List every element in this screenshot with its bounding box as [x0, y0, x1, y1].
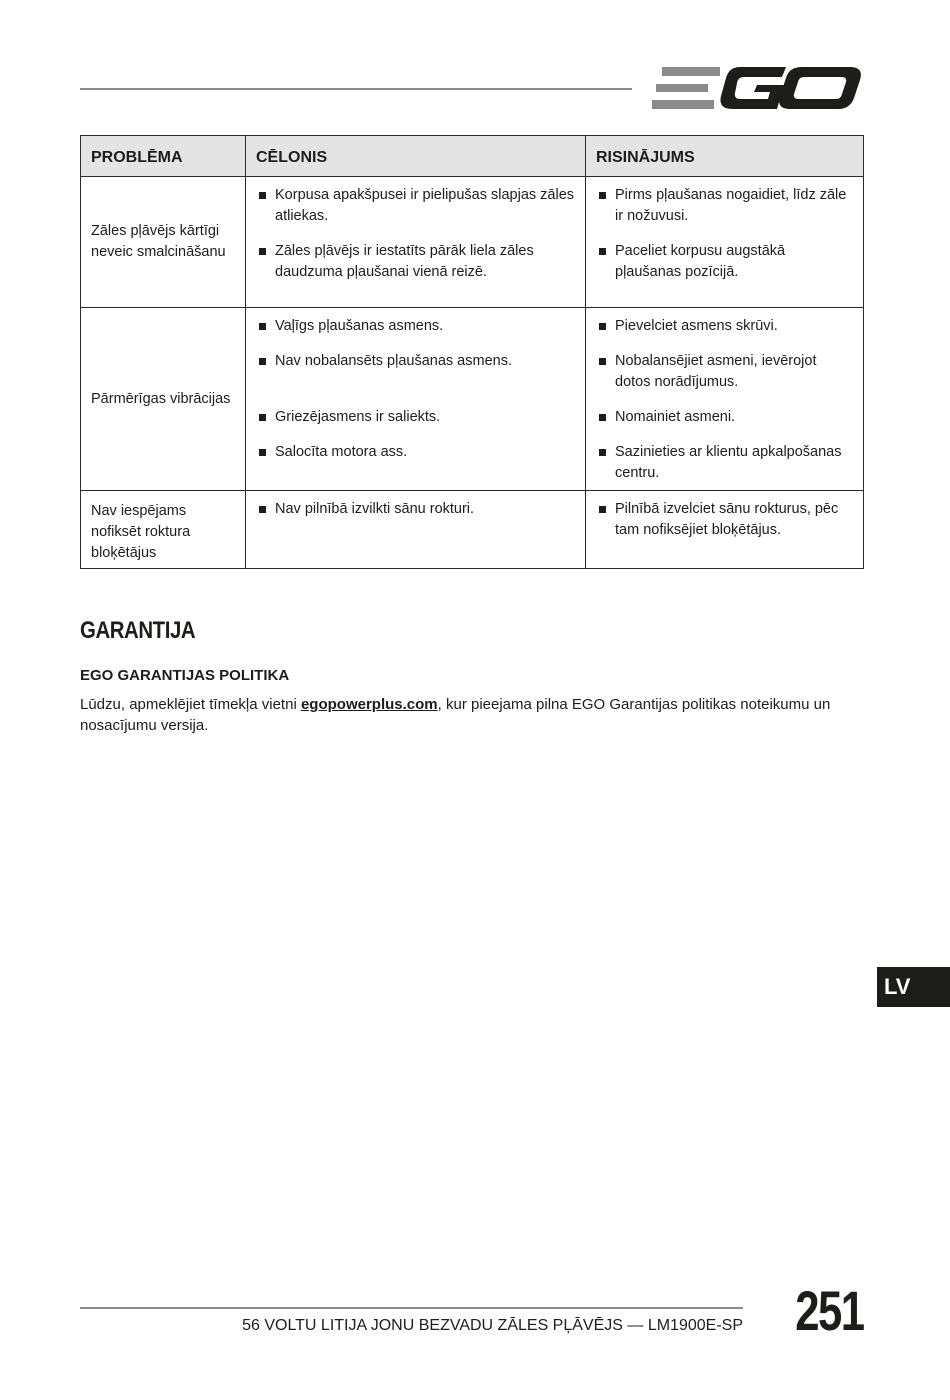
solution-item: Pirms pļaušanas nogaidiet, līdz zāle ir nožuvusi. [598, 185, 853, 227]
warranty-text [80, 694, 840, 736]
column-header-cause: CĒLONIS [246, 136, 586, 177]
solution-item: Pievelciet asmens skrūvi. [598, 316, 853, 337]
cause-item: Salocīta motora ass. [258, 442, 575, 463]
warranty-text-before: Lūdzu, apmeklējiet tīmekļa vietni [80, 696, 301, 713]
language-tab: LV [877, 967, 950, 1007]
solution-item: Pilnībā izvelciet sānu rokturus, pēc tam nofiksējiet bloķētājus. [598, 499, 853, 541]
problem-cell: Zāles pļāvējs kārtīgi neveic smalcināšanu [81, 177, 246, 308]
column-header-problem: PROBLĒMA [81, 136, 246, 177]
solution-cell [586, 491, 864, 569]
table-row [81, 177, 864, 308]
warranty-link[interactable]: egopowerplus.com [300, 696, 438, 713]
solution-item: Nomainiet asmeni. [598, 407, 853, 428]
solution-item: Nobalansējiet asmeni, ievērojot dotos norādījumus. [598, 351, 853, 393]
cause-item: Griezējasmens ir saliekts. [258, 407, 575, 428]
cause-item: Nav nobalansēts pļaušanas asmens. [258, 351, 575, 372]
cause-item: Zāles pļāvējs ir iestatīts pārāk liela zāles daudzuma pļaušanai vienā reizē. [258, 241, 575, 283]
footer-title: 56 VOLTU LITIJA JONU BEZVADU ZĀLES PĻĀVĒJS — LM1900E-SP [242, 1317, 743, 1334]
warranty-text-after: , kur pieejama pilna EGO Garantijas politikas noteikumu un nosacījumu versija. [80, 696, 831, 734]
cause-cell [246, 491, 586, 569]
cause-item: Vaļīgs pļaušanas asmens. [258, 316, 575, 337]
table-row [81, 491, 864, 569]
warranty-title: GARANTIJA [80, 617, 196, 644]
cause-item: Nav pilnībā izvilkti sānu rokturi. [258, 499, 575, 520]
footer-rule [80, 1307, 743, 1309]
warranty-policy-subtitle: EGO GARANTIJAS POLITIKA [80, 667, 290, 684]
solution-item: Paceliet korpusu augstākā pļaušanas pozīcijā. [598, 241, 853, 283]
table-row [81, 308, 864, 491]
solution-cell [586, 308, 864, 491]
ego-logo [650, 64, 862, 112]
cause-cell [246, 308, 586, 491]
header-rule [80, 88, 632, 90]
table-header-row [81, 136, 864, 177]
problem-cell: Pārmērīgas vibrācijas [81, 308, 246, 491]
cause-item: Korpusa apakšpusei ir pielipušas slapjas zāles atliekas. [258, 185, 575, 227]
page-number: 251 [794, 1279, 863, 1342]
column-header-solution: RISINĀJUMS [586, 136, 864, 177]
solution-cell [586, 177, 864, 308]
troubleshooting-table [80, 135, 864, 569]
cause-cell [246, 177, 586, 308]
problem-cell: Nav iespējams nofiksēt roktura bloķētājus [81, 491, 246, 569]
solution-item: Sazinieties ar klientu apkalpošanas centru. [598, 442, 853, 484]
